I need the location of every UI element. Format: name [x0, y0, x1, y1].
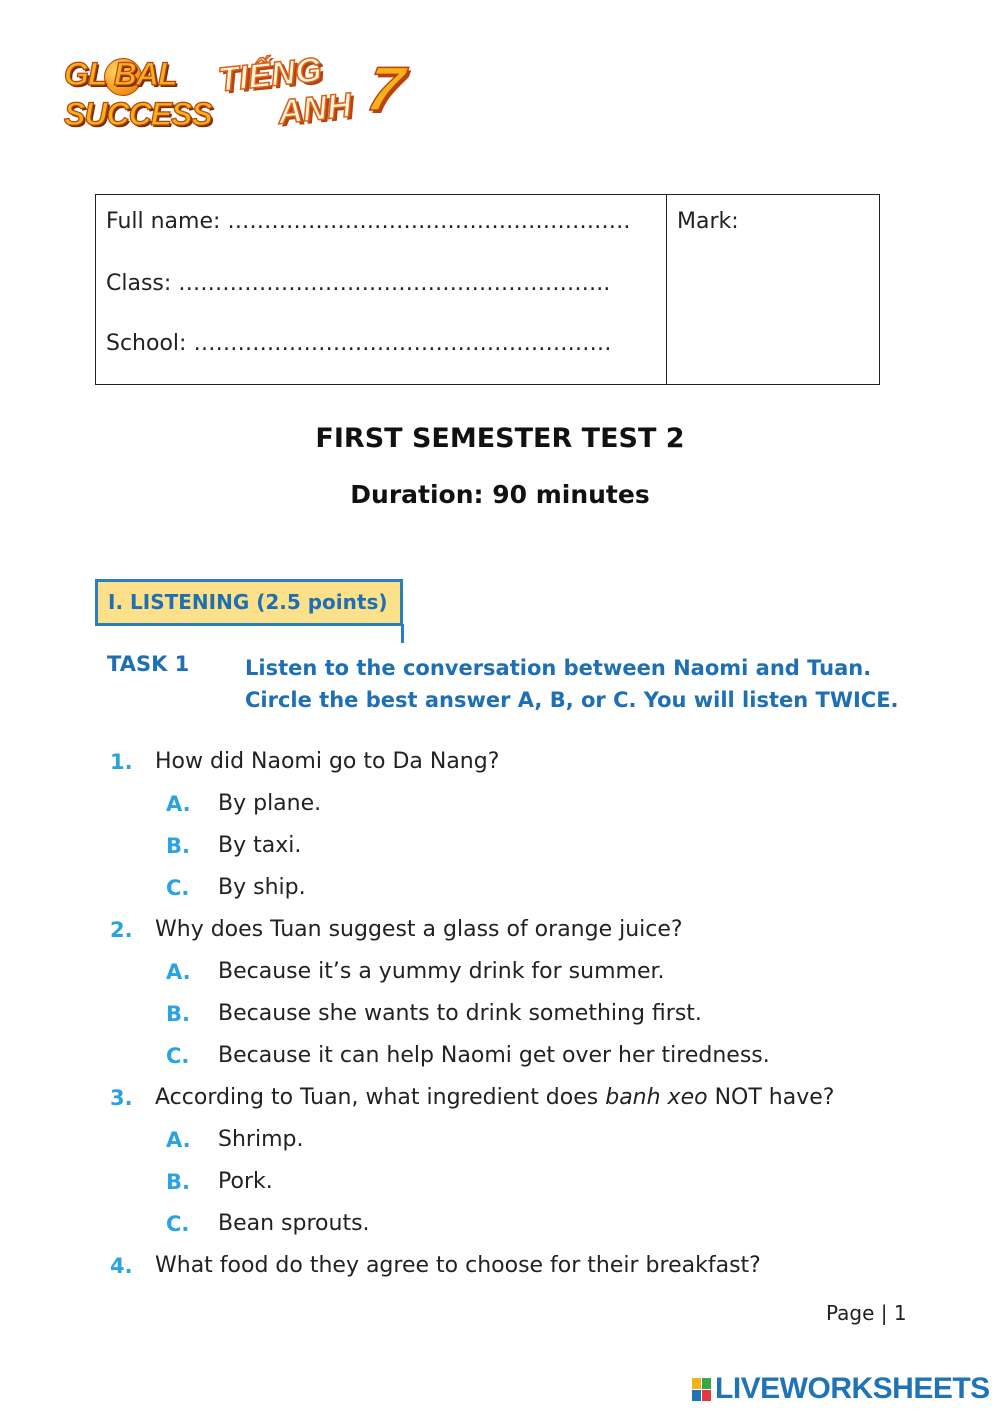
- page-title: FIRST SEMESTER TEST 2: [315, 423, 685, 454]
- option-text[interactable]: By taxi.: [218, 833, 302, 858]
- anh-text: ANH: [276, 86, 354, 132]
- liveworksheets-blocks-icon: [692, 1378, 712, 1402]
- option-letter[interactable]: C.: [166, 1212, 190, 1236]
- task-instruction-line1: Listen to the conversation between Naomi and Tuan.: [245, 656, 872, 680]
- mark-label: Mark:: [677, 209, 739, 234]
- question-number: 1.: [110, 750, 133, 774]
- tieng-text: TIẾNG: [216, 50, 324, 100]
- task-instructions: [245, 652, 925, 716]
- student-info-left-cell: [96, 195, 667, 384]
- option-letter[interactable]: A.: [166, 960, 191, 984]
- global-success-logo: [58, 52, 212, 142]
- option-text[interactable]: By ship.: [218, 875, 306, 900]
- liveworksheets-brand-text: LIVEWORKSHEETS: [715, 1372, 990, 1405]
- option-text[interactable]: Because it can help Naomi get over her tiredness.: [218, 1043, 770, 1068]
- full-name-field[interactable]: Full name: ……………………………………………….: [106, 209, 631, 234]
- logo-line1: GL BAL: [64, 56, 177, 92]
- question-text-part: According to Tuan, what ingredient does: [155, 1085, 606, 1110]
- question-text: What food do they agree to choose for their breakfast?: [155, 1253, 761, 1278]
- option-letter[interactable]: B.: [166, 1002, 190, 1026]
- student-info-table: [95, 194, 880, 385]
- option-letter[interactable]: C.: [166, 1044, 190, 1068]
- option-text[interactable]: Bean sprouts.: [218, 1211, 370, 1236]
- option-text[interactable]: Shrimp.: [218, 1127, 304, 1152]
- option-text[interactable]: Pork.: [218, 1169, 273, 1194]
- question-text: How did Naomi go to Da Nang?: [155, 749, 500, 774]
- tieng-anh-logo: [216, 50, 438, 144]
- option-text[interactable]: Because it’s a yummy drink for summer.: [218, 959, 665, 984]
- section-header-decoration: [401, 624, 404, 643]
- option-letter[interactable]: B.: [166, 834, 190, 858]
- question-text: Why does Tuan suggest a glass of orange juice?: [155, 917, 683, 942]
- duration-subtitle: Duration: 90 minutes: [350, 480, 650, 509]
- option-letter[interactable]: B.: [166, 1170, 190, 1194]
- class-field[interactable]: Class: …………………………………………………..: [106, 271, 611, 296]
- option-letter[interactable]: A.: [166, 792, 191, 816]
- section-header-listening: I. LISTENING (2.5 points): [95, 579, 403, 626]
- question-text: [155, 1085, 834, 1110]
- option-text[interactable]: Because she wants to drink something first.: [218, 1001, 702, 1026]
- option-letter[interactable]: C.: [166, 876, 190, 900]
- logo-line2: SUCCESS: [64, 96, 212, 132]
- task-instruction-line2: Circle the best answer A, B, or C. You will listen TWICE.: [245, 688, 899, 712]
- task-label: TASK 1: [107, 652, 190, 676]
- option-text[interactable]: By plane.: [218, 791, 322, 816]
- question-number: 4.: [110, 1254, 133, 1278]
- question-number: 2.: [110, 918, 133, 942]
- question-text-part: NOT have?: [707, 1085, 835, 1110]
- grade-number: 7: [361, 55, 409, 124]
- page-number: Page | 1: [826, 1301, 907, 1325]
- question-text-italic: banh xeo: [605, 1085, 708, 1110]
- question-number: 3.: [110, 1086, 133, 1110]
- school-field[interactable]: School: …………………………………………………: [106, 331, 612, 356]
- option-letter[interactable]: A.: [166, 1128, 191, 1152]
